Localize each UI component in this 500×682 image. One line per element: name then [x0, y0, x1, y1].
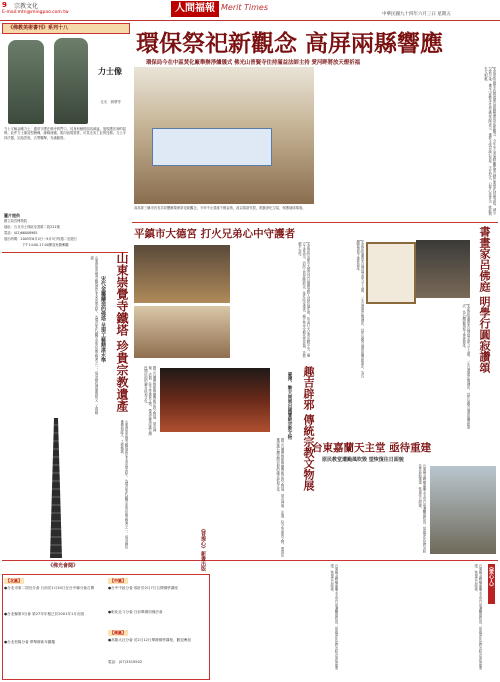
article-right-body: [本報訊]書畫家呂佛庭享壽九十五歲，一生以書畫弘揚佛法，其作品融合禪意與傳統筆法，為台灣藝壇留下珍貴資產。 [355, 240, 364, 378]
central-tag: 【中區】 [110, 578, 126, 583]
sidebar-divider [2, 252, 128, 253]
article5-headline: 台東嘉蘭天主堂 亟待重建 [312, 442, 432, 454]
article3-body: 山東濟寧崇覺寺鐵塔建於北宋崇寧四年，為現存宋代鐵塔中保存最完整者之一，塔身鑄有佛像與經文，工藝精湛。 [89, 256, 98, 415]
check-banner [152, 128, 272, 166]
series-title: 《佛教美術書刊》系列十八 [8, 25, 69, 31]
calligraphy-photo [366, 242, 416, 304]
main-headline: 環保祭祀新觀念 高屏兩縣響應 [136, 30, 444, 57]
bottom-body-1: 台東縣金峰鄉嘉蘭天主堂日前遭颱風吹毀，當地原住民教友盼各界協助重建，恢復往日面貌。 [329, 564, 338, 670]
article5-body: 台東縣金峰鄉嘉蘭天主堂日前遭颱風吹毀，當地原住民教友盼各界協助重建，恢復往日面貌。 [417, 464, 426, 554]
section-name: 宗教文化 [14, 3, 39, 10]
article5-photo [430, 466, 496, 554]
south-tag: 【南區】 [110, 630, 126, 635]
header-date: 中華民國九十四年六月三日 星期五 [382, 12, 451, 17]
sidebar-body: 力士又稱金剛力士，通常守護在佛寺的門口，其身形魁梧面容威猛，展現護法神的氣勢。此件力士像造型簡練，線條流暢，肌肉表現寫實，可見北宋工匠的技藝。力士手持法器，足踏雲座，衣帶飄舉，充滿動感。 [4, 127, 126, 140]
newspaper-logo-en: Merit Times [221, 3, 269, 12]
north-tag: 【北區】 [6, 578, 22, 583]
article4-body: 國立台灣博物館舉辦傳統宗教文物展，展出神像、法器、符令等珍貴文物，帶領民眾認識台灣民間信仰的趣吉辟邪文化。 [143, 366, 156, 436]
statue-image-left [8, 40, 44, 124]
info-line: 電話：(02)66008985 [4, 231, 38, 235]
north-item: ●台北縣第3分會 第27年年報已於2001年1月出版 [4, 612, 85, 616]
north-item: ●台北市第二屆長分會 日前於1月30日在台中縣分會召開 [4, 586, 95, 590]
south-item: 電話：(07)3519502 [108, 660, 143, 664]
article-right-body-2: [本報訊]書畫家呂佛庭享壽九十五歲，一生以書畫弘揚佛法，其作品融合禪意與傳統筆法，為台灣藝壇留下珍貴資產。 [461, 304, 470, 429]
event-title: 《佛光會聞》 [48, 563, 79, 569]
side-title: 《愛心人》 [488, 564, 495, 604]
main-body: [本報訊]高雄市政府環保局推動環保祭祀新觀念，今年中元普渡呼籲民眾以鮮花素果代替燒金紙，減少空氣污染。佛光山普賢寺住持滿益法師表示，佛教主張以誠心祭拜，不在形式，只要心存善念，就能與先人相應。 [483, 67, 496, 216]
article3-body-2: 山東濟寧崇覺寺鐵塔建於北宋崇寧四年，為現存宋代鐵塔中保存最完整者之一，塔身鑄有佛像與經文，工藝精湛。 [119, 420, 128, 549]
bottom-body-2: 台東縣金峰鄉嘉蘭天主堂日前遭颱風吹毀，當地原住民教友盼各界協助重建，恢復往日面貌。 [473, 564, 482, 670]
article3-subheadline: 宋代金屬鑄造的佛塔 呈現工藝精湛水準 [100, 276, 106, 363]
statue-image-right [54, 38, 88, 124]
main-photo-caption: 高高屏三縣市首長共同響應環保祭祀新觀念，今年中元普渡不燒金紙，改以捐款代替，推動淨化空氣，保護地球環境。 [134, 206, 306, 210]
main-subheadline: 環保局今在中區焚化廠舉辦淨爐儀式 佛光山普賢寺住持滿益法師主持 愛河畔將放天燈祈福 [146, 60, 360, 66]
article4-subheadline: 臺博、擎天崗展出國寶級宗教文物 [287, 372, 292, 440]
article2-photo [134, 245, 230, 303]
article-right-headline: 書畫家呂佛庭 明學行圓寂讚頌 [478, 226, 491, 373]
info-line: 展出時間：2005年6月4日～9月3日每週二至週日 [4, 237, 77, 241]
info-line: 下午14:00-17:00開放免費參觀 [22, 243, 69, 247]
central-item: ●台中中區分會 預計於2月7日召開佛學講座 [108, 586, 178, 590]
article4-photo [160, 368, 270, 432]
main-divider [132, 222, 498, 223]
north-item: ●台北松隆分會 將舉辦新年圍爐 [4, 640, 55, 644]
article2-photo-2 [134, 306, 230, 358]
book-title: 《菩提心》新書出版 [200, 526, 206, 571]
newspaper-logo: 人間福報 [171, 1, 219, 17]
info-line: 地址：台北市士林區至善路二段221號 [4, 225, 60, 229]
south-item: ●高雄大社分會 於2月12日舉辦佛學講座，歡迎參加 [108, 638, 192, 642]
info-line: 國立故宮博物院 [4, 219, 28, 223]
article3-headline: 山東崇覺寺鐵塔 珍貴宗教遺產 [115, 252, 129, 413]
central-item: ●彰化北斗分會 日前舉辦浴佛法會 [108, 610, 163, 614]
figure-caption: 北宋．劉瓚等 [100, 100, 121, 104]
figure-label: 力士像 [98, 66, 122, 76]
painter-photo [416, 240, 470, 298]
iron-pagoda-photo [46, 418, 66, 558]
info-title: 圖片提供 [4, 213, 20, 218]
bottom-divider [2, 560, 498, 561]
article4-headline: 趣吉辟邪 傳統宗教文物展 [302, 366, 315, 491]
article2-body: [本報訊]平鎮市大德宮近日舉辦消防人員祈福法會，祈求打火兄弟出勤平安。廟方主委表示，消防人員冒險救災，是社區守護者，廟方每年定期為其祈福，並致贈平安符。 [297, 242, 310, 358]
article5-subheadline: 原民教堂遭颱風吹毀 望恢復往日面貌 [322, 457, 404, 463]
article4-body-2: 國立台灣博物館舉辦傳統宗教文物展，展出神像、法器、符令等珍貴文物，帶領民眾認識台灣民間信仰的趣吉辟邪文化。 [275, 438, 284, 557]
header-email: E-mail:mtn@mingpao.com.tw [2, 10, 69, 15]
page-number: 9 [2, 1, 7, 9]
article2-headline: 平鎮市大德宮 打火兄弟心中守護者 [134, 228, 296, 240]
